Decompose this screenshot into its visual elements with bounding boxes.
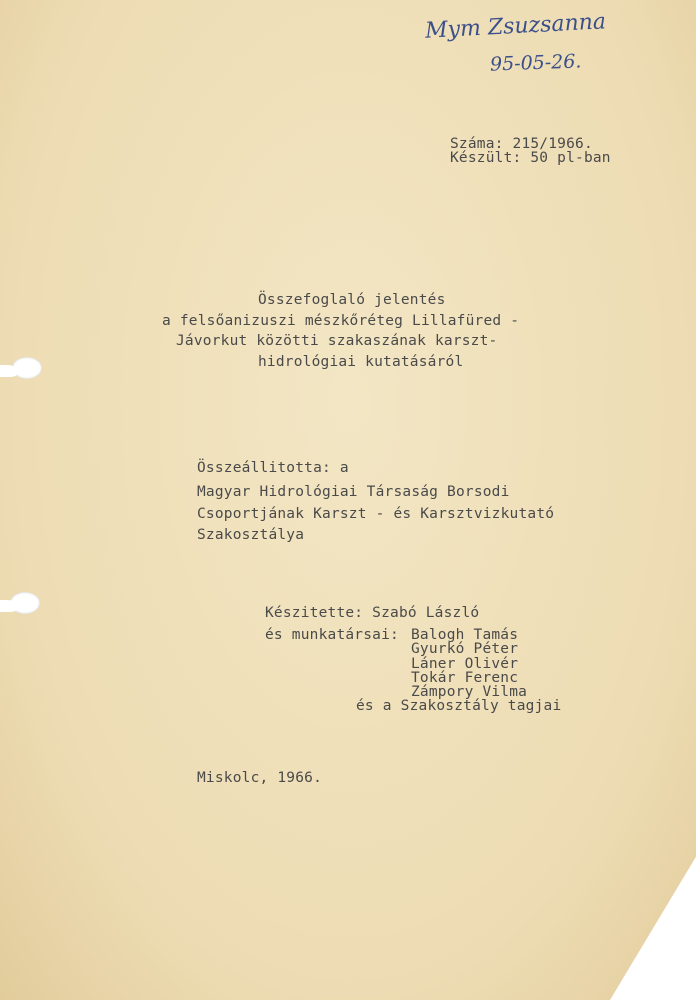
handwritten-name: Mym Zsuzsanna (424, 9, 607, 44)
coworker-name: Balogh Tamás (411, 627, 519, 643)
title-line: Jávorkut közötti szakaszának karszt- (176, 333, 498, 349)
paper-tear (0, 600, 18, 612)
coworker-name: Zámpory Vilma (411, 684, 528, 700)
document-number: Száma: 215/1966. (450, 136, 593, 152)
prepared-by: Készitette: Szabó László (265, 605, 480, 621)
compiled-by-line: Magyar Hidrológiai Társaság Borsodi (197, 484, 510, 500)
copies-count: Készült: 50 pl-ban (450, 150, 611, 166)
paper-tear (0, 365, 18, 377)
title-line: Összefoglaló jelentés (258, 292, 446, 308)
coworker-name: Tokár Ferenc (411, 670, 519, 686)
place-and-date: Miskolc, 1966. (197, 770, 323, 786)
compiled-by-line: Csoportjának Karszt - és Karsztvizkutató (197, 506, 555, 522)
coworker-name: Láner Olivér (411, 656, 519, 672)
coworker-name: Gyurkó Péter (411, 641, 519, 657)
society-members: és a Szakosztály tagjai (356, 698, 562, 714)
compiled-by-line: Szakosztálya (197, 527, 305, 543)
coworkers-label: és munkatársai: (265, 627, 399, 643)
title-line: a felsőanizuszi mészkőréteg Lillafüred - (162, 313, 520, 329)
compiled-by-line: Összeállitotta: a (197, 460, 349, 476)
torn-corner (610, 850, 700, 1000)
title-line: hidrológiai kutatásáról (258, 354, 464, 370)
handwritten-date: 95-05-26. (489, 50, 582, 76)
